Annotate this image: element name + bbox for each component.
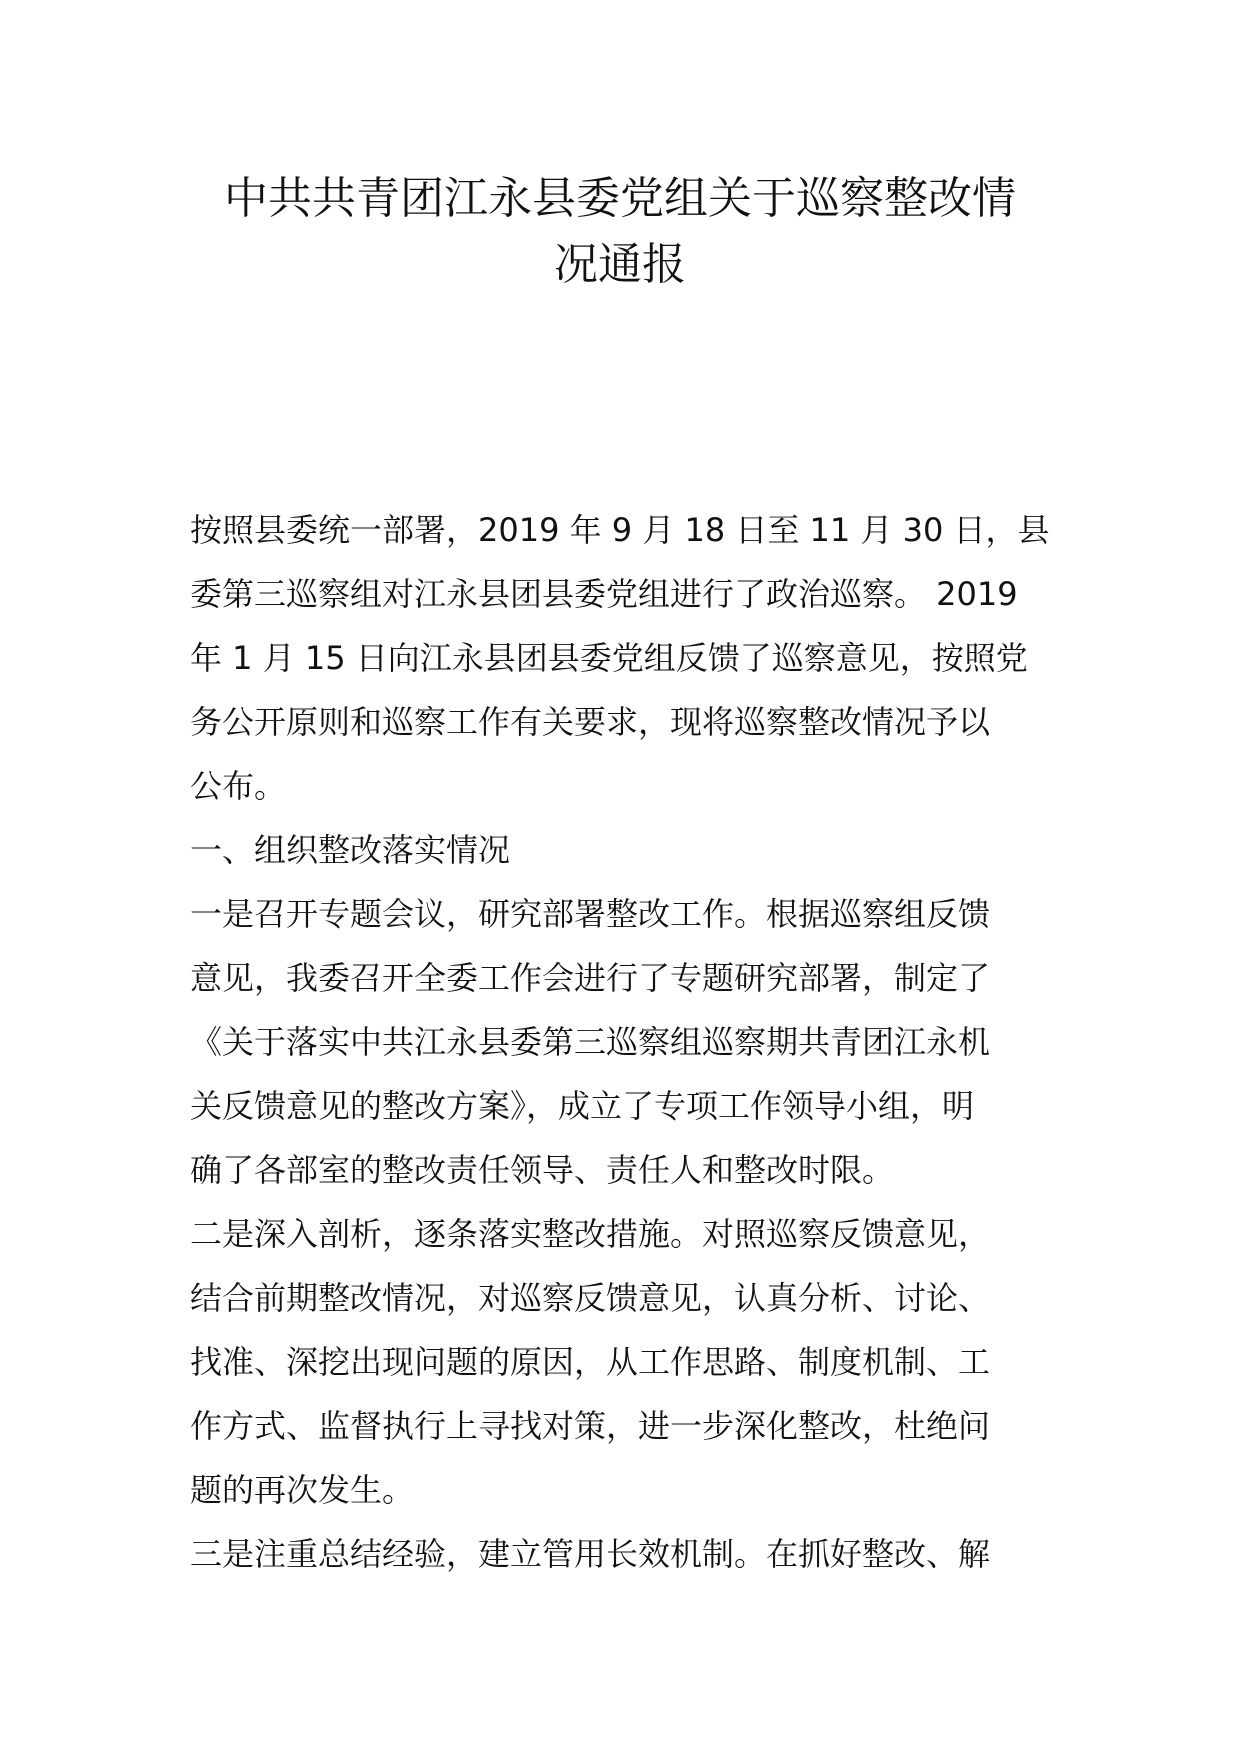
body-line: 二是深入剖析，逐条落实整改措施。对照巡察反馈意见，: [190, 1215, 991, 1253]
body-line: 《关于落实中共江永县委第三巡察组巡察期共青团江永机: [190, 1023, 991, 1061]
body-line: 务公开原则和巡察工作有关要求，现将巡察整改情况予以: [190, 703, 991, 741]
body-line: 一是召开专题会议，研究部署整改工作。根据巡察组反馈: [190, 895, 991, 933]
body-line: 按照县委统一部署，2019 年 9 月 18 日至 11 月 30 日，县: [190, 511, 1050, 549]
body-line: 确了各部室的整改责任领导、责任人和整改时限。: [190, 1151, 895, 1189]
body-line: 作方式、监督执行上寻找对策，进一步深化整改，杜绝问: [190, 1407, 991, 1445]
section-heading: 一、组织整改落实情况: [190, 831, 511, 869]
body-line: 找准、深挖出现问题的原因，从工作思路、制度机制、工: [190, 1343, 991, 1381]
body-line: 结合前期整改情况，对巡察反馈意见，认真分析、讨论、: [190, 1279, 991, 1317]
body-line: 公布。: [190, 767, 287, 805]
title-line: 况通报: [554, 239, 686, 290]
body-line: 年 1 月 15 日向江永县团县委党组反馈了巡察意见，按照党: [190, 639, 1028, 677]
title-line: 中共共青团江永县委党组关于巡察整改情: [224, 173, 1016, 224]
body-line: 题的再次发生。: [190, 1471, 415, 1509]
body-line: 关反馈意见的整改方案》，成立了专项工作领导小组，明: [190, 1087, 975, 1125]
body-line: 三是注重总结经验，建立管用长效机制。在抓好整改、解: [190, 1535, 991, 1573]
body-line: 委第三巡察组对江永县团县委党组进行了政治巡察。 2019: [190, 575, 1018, 613]
document-body: [190, 498, 1060, 1586]
document-title: [190, 166, 1050, 298]
body-line: 意见，我委召开全委工作会进行了专题研究部署，制定了: [190, 959, 991, 997]
